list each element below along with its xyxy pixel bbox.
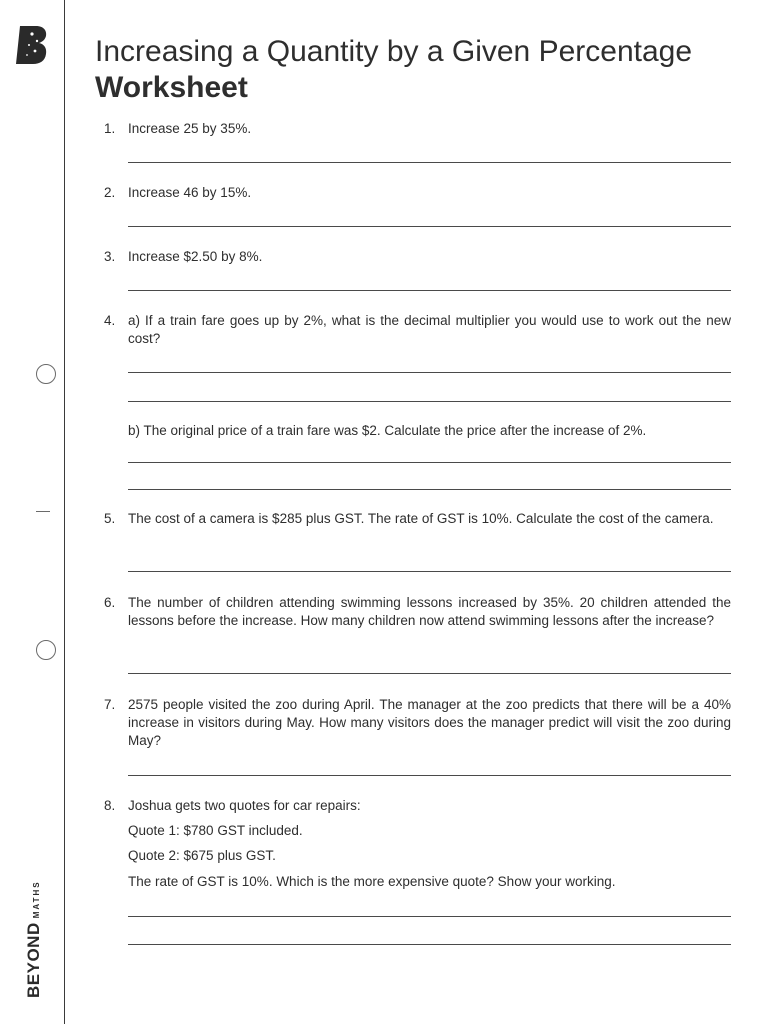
binder-hole-top <box>36 364 56 384</box>
page-subtitle: Worksheet <box>95 71 248 104</box>
answer-line[interactable] <box>128 489 731 490</box>
question-text: The number of children attending swimming lessons increased by 35%. 20 children attended the lessons before the increase. How many children now attend swimming lessons after the increase? <box>128 595 731 628</box>
binder-hole-bottom <box>36 640 56 660</box>
answer-line[interactable] <box>128 401 731 402</box>
answer-line[interactable] <box>128 162 731 163</box>
brand-small: MATHS <box>32 880 41 919</box>
quote-2: Quote 2: $675 plus GST. <box>128 848 276 863</box>
answer-line[interactable] <box>128 372 731 373</box>
answer-line[interactable] <box>128 226 731 227</box>
question-text: Joshua gets two quotes for car repairs: <box>128 798 361 813</box>
brand-wordmark <box>24 880 44 998</box>
question-text: Increase 46 by 15%. <box>128 185 252 200</box>
answer-line[interactable] <box>128 290 731 291</box>
question-number: 5. <box>104 511 116 526</box>
question-text: Increase 25 by 35%. <box>128 121 252 136</box>
fold-mark <box>36 511 50 512</box>
question-number: 6. <box>104 595 116 610</box>
question-text: The cost of a camera is $285 plus GST. The rate of GST is 10%. Calculate the cost of the camera. <box>128 511 714 526</box>
question-number: 1. <box>104 121 116 136</box>
answer-line[interactable] <box>128 673 731 674</box>
question-number: 4. <box>104 313 116 328</box>
question-number: 3. <box>104 249 116 264</box>
question-text: 2575 people visited the zoo during April. The manager at the zoo predicts that there will be a 40% increase in visitors during May. How many visitors does the manager predict will visit the zoo during May? <box>128 697 731 748</box>
margin-line <box>64 0 65 1024</box>
answer-line[interactable] <box>128 571 731 572</box>
question-part-b: b) The original price of a train fare was $2. Calculate the price after the increase of 2%. <box>128 423 647 438</box>
page-title: Increasing a Quantity by a Given Percentage <box>95 35 693 68</box>
answer-line[interactable] <box>128 944 731 945</box>
beyond-logo-icon <box>14 24 52 66</box>
brand-word: BEYOND <box>24 922 43 998</box>
question-number: 7. <box>104 697 116 712</box>
question-followup: The rate of GST is 10%. Which is the more expensive quote? Show your working. <box>128 874 616 889</box>
question-text: a) If a train fare goes up by 2%, what is the decimal multiplier you would use to work out the new cost? <box>128 313 731 346</box>
answer-line[interactable] <box>128 916 731 917</box>
answer-line[interactable] <box>128 462 731 463</box>
question-number: 2. <box>104 185 116 200</box>
quote-1: Quote 1: $780 GST included. <box>128 823 303 838</box>
question-number: 8. <box>104 798 116 813</box>
question-text: Increase $2.50 by 8%. <box>128 249 263 264</box>
answer-line[interactable] <box>128 775 731 776</box>
